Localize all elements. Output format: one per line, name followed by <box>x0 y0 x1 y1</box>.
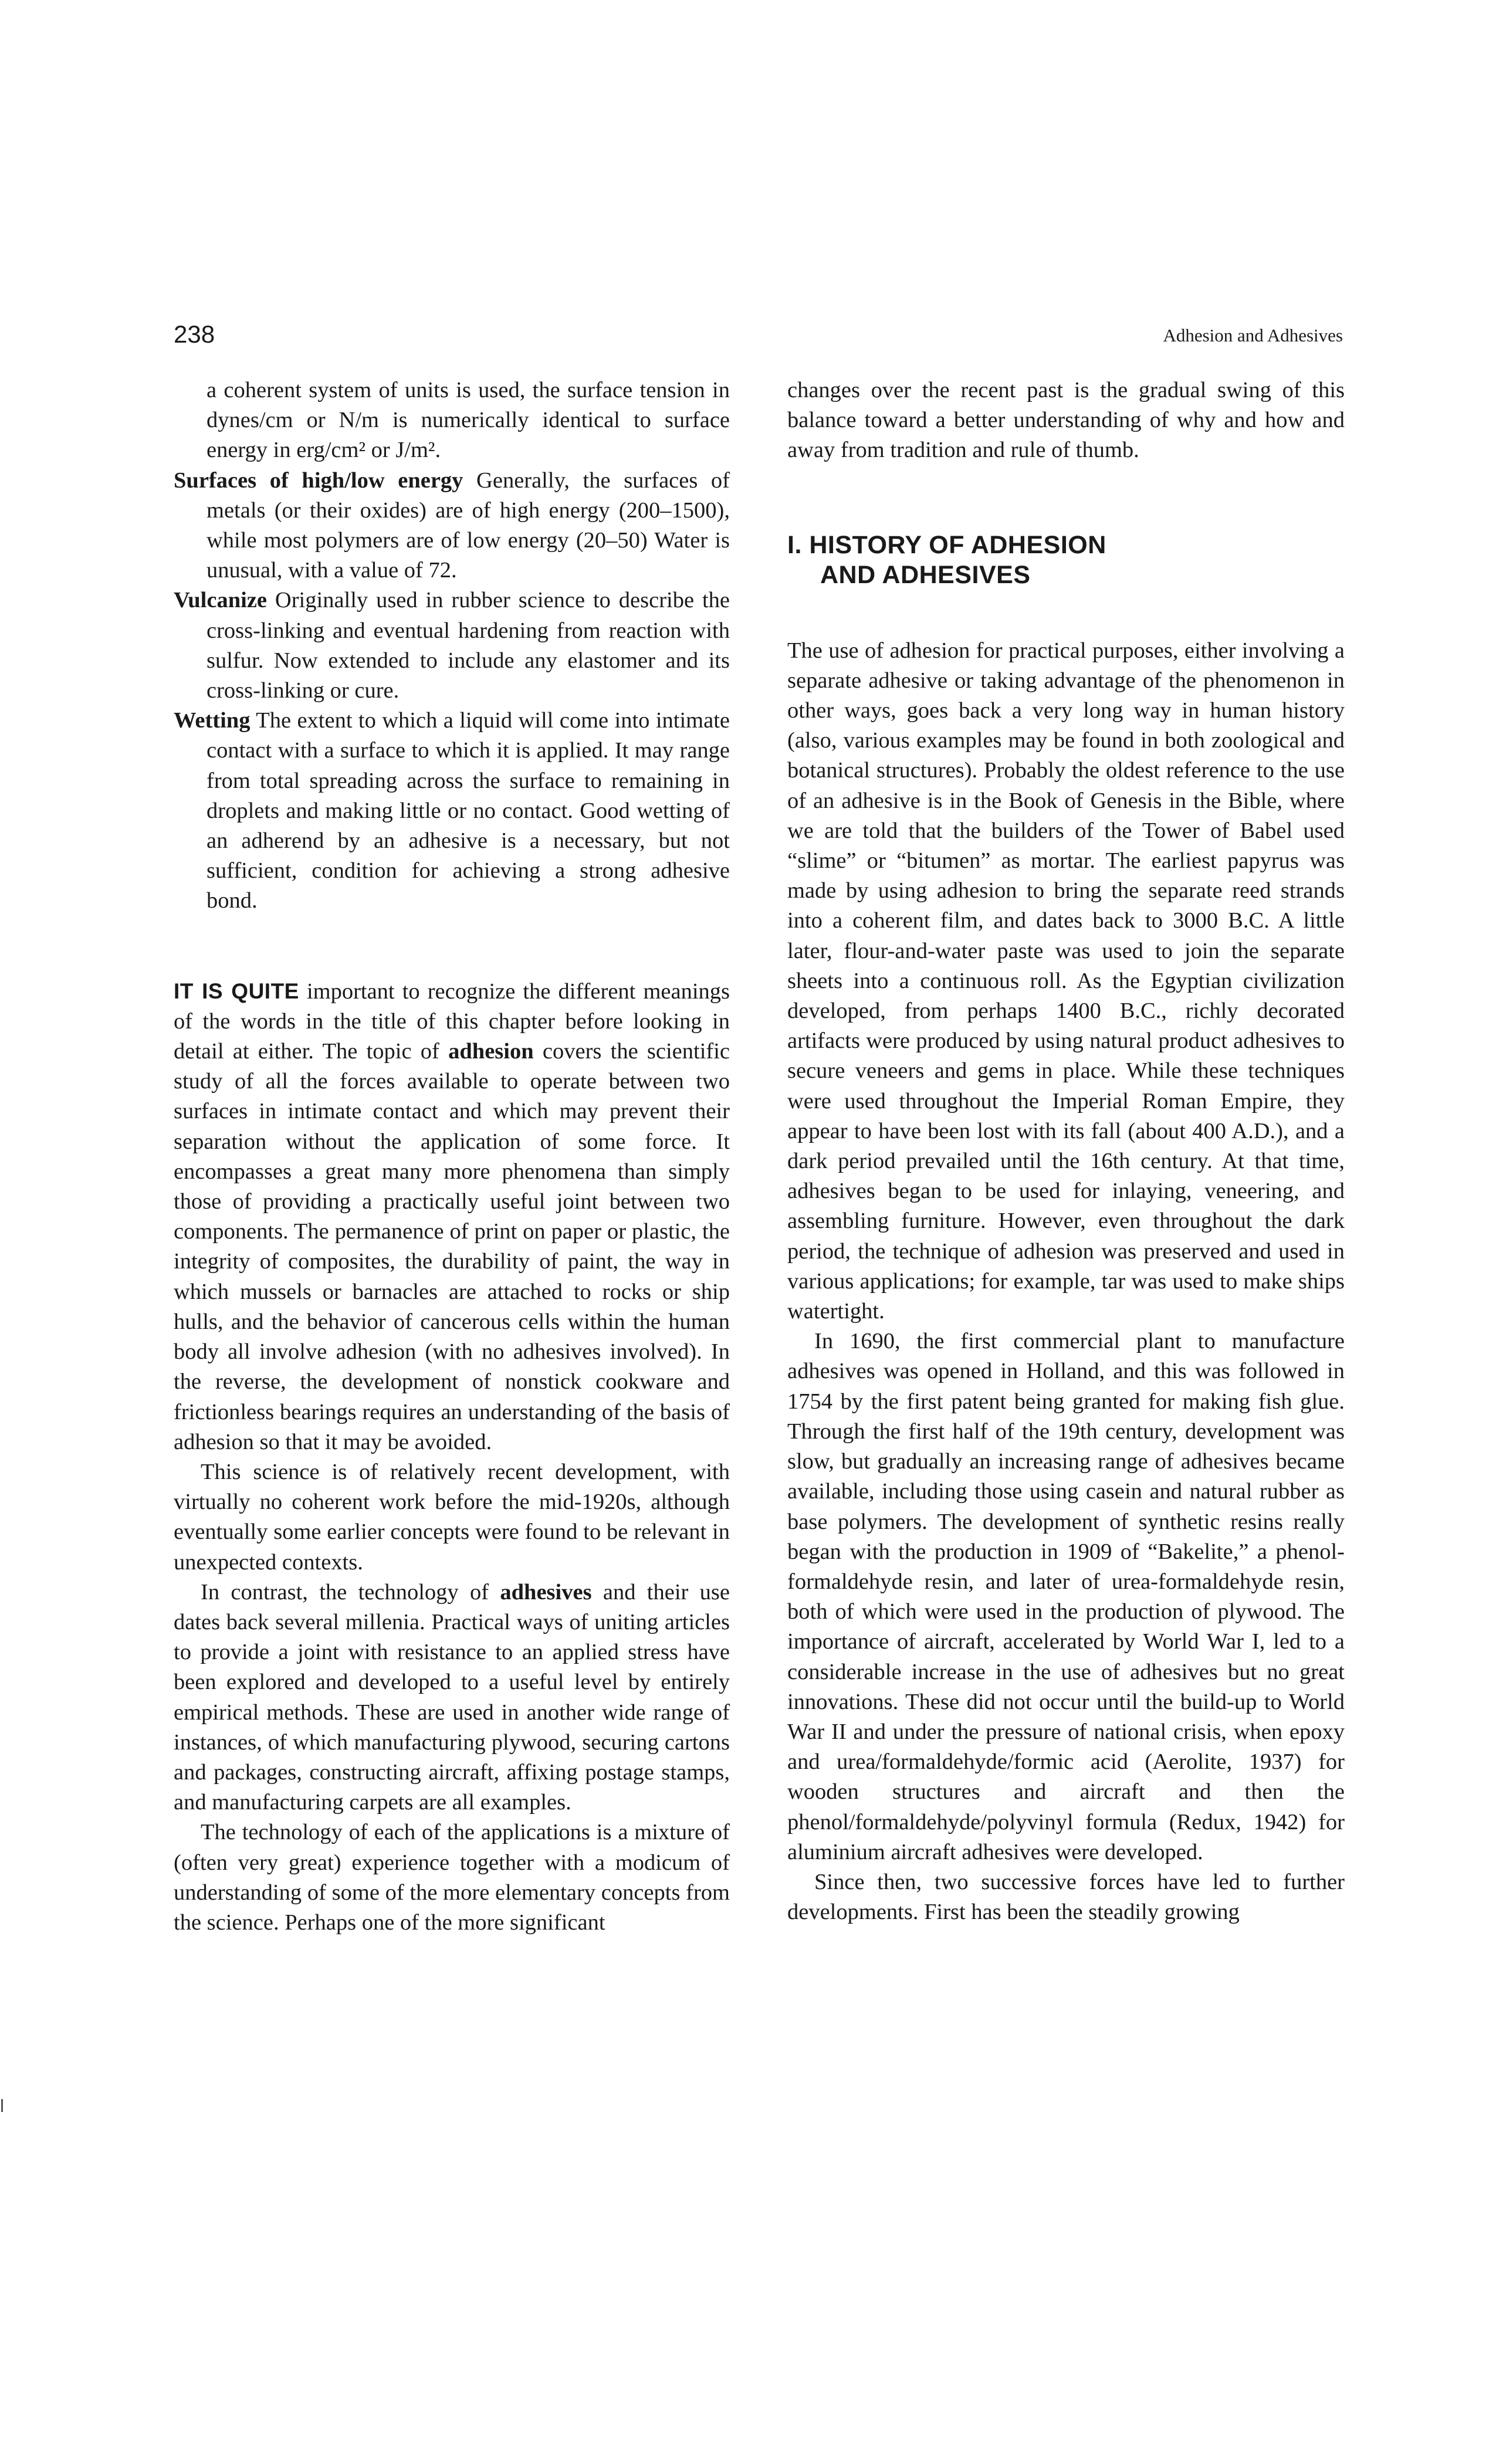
intro-text: covers the scientific study of all the forces available to operate between two surfaces in intimate contact and which may prevent their separation without the application of some force. It encompasses a great many more phenomena than simply those of providing a practically useful joint between two components. The permanence of print on paper or plastic, the integrity of composites, the durability of paint, the way in which mussels or barnacles are attached to rocks or ship hulls, and the behavior of cancerous cells within the human body all involve adhesion (with no adhesives involved). In the reverse, the development of nonstick cookware and frictionless bearings requires an understanding of the basis of adhesion so that it may be avoided. <box>174 1039 730 1454</box>
term-adhesion: adhesion <box>448 1039 534 1064</box>
left-column <box>174 375 730 1938</box>
section-heading-line-1: I. HISTORY OF ADHESION <box>787 530 1106 559</box>
margin-mark <box>1 2099 3 2112</box>
glossary-entry <box>174 466 730 586</box>
section-heading <box>787 530 1345 590</box>
glossary-term: Vulcanize <box>174 588 268 613</box>
intro-paragraph-4-continued: changes over the recent past is the gradual swing of this balance toward a better understanding of why and how and away from tradition and rule of thumb. <box>787 378 1345 463</box>
history-paragraph-2: In 1690, the first commercial plant to manufacture adhesives was opened in Holland, and this was followed in 1754 by the first patent being granted for making fish glue. Through the first half of the 19th century, development was slow, but gradually an increasing range of adhesives became available, including those using casein and natural rubber as base polymers. The development of synthetic resins really began with the production in 1909 of “Bakelite,” a phenol-formaldehyde resin, and later of urea-formaldehyde resin, both of which were used in the production of plywood. The importance of aircraft, accelerated by World War I, led to a considerable increase in the use of adhesives but no great innovations. These did not occur until the build-up to World War II and under the pressure of national crisis, when epoxy and urea/formaldehyde/formic acid (Aerolite, 1937) for wooden structures and aircraft and then the phenol/formaldehyde/polyvinyl formula (Redux, 1942) for aluminium aircraft adhesives were developed. <box>787 1329 1345 1864</box>
running-header: Adhesion and Adhesives <box>1163 325 1343 346</box>
page-number: 238 <box>174 320 215 348</box>
lead-in: IT IS QUITE <box>174 979 299 1003</box>
glossary-definition: Generally, the surfaces of metals (or their oxides) are of high energy (200–1500), while most polymers are of low energy (20–50) Water is unusual, with a value of 72. <box>207 468 730 583</box>
glossary-term: Surfaces of high/low energy <box>174 468 463 493</box>
glossary-definition: Originally used in rubber science to describe the cross-linking and eventual hardening from reaction with sulfur. Now extended to include any elastomer and its cross-linking or cure. <box>207 588 730 703</box>
right-column <box>787 375 1345 1927</box>
glossary-entry <box>174 706 730 916</box>
history-paragraph-3: Since then, two successive forces have led to further developments. First has been the steadily growing <box>787 1869 1345 1925</box>
glossary-continuation: a coherent system of units is used, the surface tension in dynes/cm or N/m is numerically identical to surface energy in erg/cm² or J/m². <box>207 378 730 463</box>
glossary-term: Wetting <box>174 708 251 733</box>
section-heading-line-2: AND ADHESIVES <box>820 560 1031 589</box>
intro-paragraph-3 <box>174 1578 730 1818</box>
glossary-definition: The extent to which a liquid will come into intimate contact with a surface to which it is applied. It may range from total spreading across the surface to remaining in droplets and making little or no contact. Good wetting of an adherend by an adhesive is a necessary, but not sufficient, condition for achieving a strong adhesive bond. <box>207 708 730 913</box>
intro-paragraph-1 <box>174 976 730 1457</box>
glossary-entry <box>174 585 730 706</box>
intro-paragraph-4: The technology of each of the applications is a mixture of (often very great) experience together with a modicum of understanding of some of the more elementary concepts from the science. Perhaps one of the more significant <box>174 1820 730 1935</box>
intro-text: and their use dates back several millenia. Practical ways of uniting articles to provide a joint with resistance to an applied stress have been explored and developed to a useful level by entirely empirical methods. These are used in another wide range of instances, of which manufacturing plywood, securing cartons and packages, constructing aircraft, affixing postage stamps, and manufacturing carpets are all examples. <box>174 1579 730 1815</box>
intro-text: In contrast, the technology of <box>201 1579 489 1605</box>
term-adhesives: adhesives <box>500 1579 592 1605</box>
intro-text: important to recognize the different meanings of the words in the title of this chapter before looking in detail at either. The topic of <box>174 979 730 1064</box>
intro-paragraph-2: This science is of relatively recent development, with virtually no coherent work before the mid-1920s, although eventually some earlier concepts were found to be relevant in unexpected contexts. <box>174 1459 730 1575</box>
history-paragraph-1: The use of adhesion for practical purposes, either involving a separate adhesive or taking advantage of the phenomenon in other ways, goes back a very long way in human history (also, various examples may be found in both zoological and botanical structures). Probably the oldest reference to the use of an adhesive is in the Book of Genesis in the Bible, where we are told that the builders of the Tower of Babel used “slime” or “bitumen” as mortar. The earliest papyrus was made by using adhesion to bring the separate reed strands into a coherent film, and dates back to 3000 B.C. A little later, flour-and-water paste was used to join the separate sheets into a continuous roll. As the Egyptian civilization developed, from perhaps 1400 B.C., richly decorated artifacts were produced by using natural product adhesives to secure veneers and gems in place. While these techniques were used throughout the Imperial Roman Empire, they appear to have been lost with its fall (about 400 A.D.), and a dark period prevailed until the 16th century. At that time, adhesives began to be used for inlaying, veneering, and assembling furniture. However, even throughout the dark period, the technique of adhesion was preserved and used in various applications; for example, tar was used to make ships watertight. <box>787 638 1345 1324</box>
